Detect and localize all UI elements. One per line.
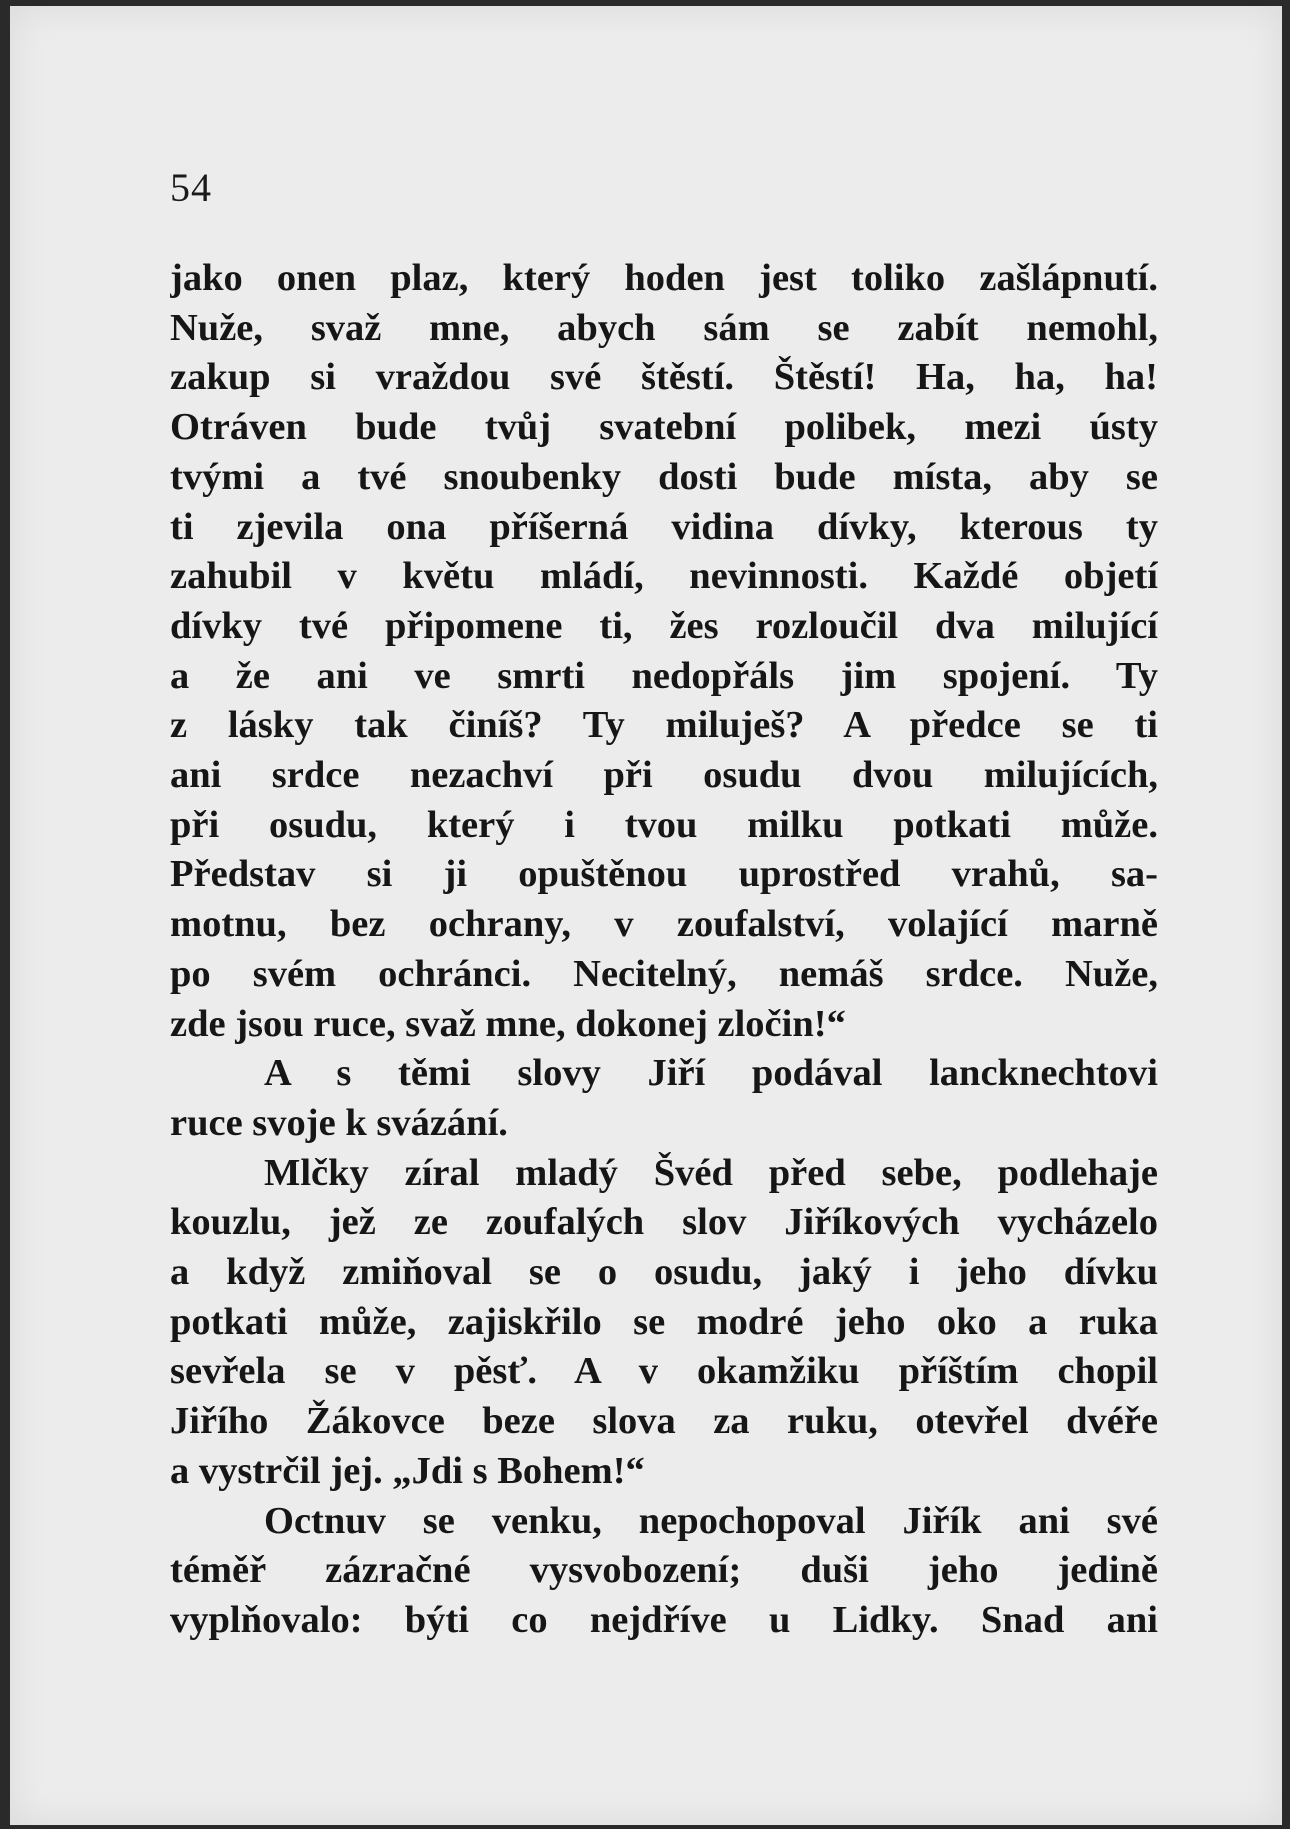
text-line: Představ si ji opuštěnou uprostřed vrahů, sa- xyxy=(170,853,1158,896)
text-line: zahubil v květu mládí, nevinnosti. Každé objetí xyxy=(170,555,1158,598)
text-line: téměř zázračné vysvobození; duši jeho jedině xyxy=(170,1549,1158,1592)
text-line: Otráven bude tvůj svatební polibek, mezi ústy xyxy=(170,406,1158,449)
text-line: zde jsou ruce, svaž mne, dokonej zločin!“ xyxy=(170,1002,846,1045)
text-line: Nuže, svaž mne, abych sám se zabít nemohl, xyxy=(170,306,1158,349)
text-line: dívky tvé připomene ti, žes rozloučil dva milující xyxy=(170,604,1158,647)
text-line: motnu, bez ochrany, v zoufalství, volající marně xyxy=(170,903,1158,946)
text-line: a vystrčil jej. „Jdi s Bohem!“ xyxy=(170,1449,645,1492)
text-line: sevřela se v pěsť. A v okamžiku příštím chopil xyxy=(170,1350,1158,1393)
body-text xyxy=(170,254,1158,1646)
text-line: jako onen plaz, který hoden jest toliko zašlápnutí. xyxy=(170,257,1158,299)
text-line: ani srdce nezachví při osudu dvou milujících, xyxy=(170,754,1158,797)
text-line: a když zmiňoval se o osudu, jaký i jeho dívku xyxy=(170,1251,1158,1294)
text-line: Jiřího Žákovce beze slova za ruku, otevřel dvéře xyxy=(170,1400,1158,1443)
text-line: Octnuv se venku, nepochopoval Jiřík ani své xyxy=(264,1499,1158,1542)
text-line: a že ani ve smrti nedopřáls jim spojení. Ty xyxy=(170,654,1158,697)
text-line: Mlčky zíral mladý Švéd před sebe, podlehaje xyxy=(264,1151,1158,1194)
text-line: z lásky tak činíš? Ty miluješ? A předce se ti xyxy=(170,704,1158,747)
text-line: vyplňovalo: býti co nejdříve u Lidky. Snad ani xyxy=(170,1598,1158,1641)
book-page xyxy=(10,6,1282,1825)
text-line: tvými a tvé snoubenky dosti bude místa, aby se xyxy=(170,455,1158,498)
text-line: ti zjevila ona příšerná vidina dívky, kterous ty xyxy=(170,505,1158,548)
text-line: kouzlu, jež ze zoufalých slov Jiříkových vycházelo xyxy=(170,1201,1158,1244)
text-line: ruce svoje k svázání. xyxy=(170,1101,508,1144)
page-number: 54 xyxy=(170,165,212,210)
text-line: při osudu, který i tvou milku potkati může. xyxy=(170,803,1158,846)
text-line: A s těmi slovy Jiří podával lancknechtovi xyxy=(264,1052,1158,1095)
text-line: zakup si vraždou své štěstí. Štěstí! Ha, ha, ha! xyxy=(170,356,1158,399)
text-line: po svém ochránci. Necitelný, nemáš srdce. Nuže, xyxy=(170,952,1158,995)
text-line: potkati může, zajiskřilo se modré jeho oko a ruka xyxy=(170,1300,1158,1343)
